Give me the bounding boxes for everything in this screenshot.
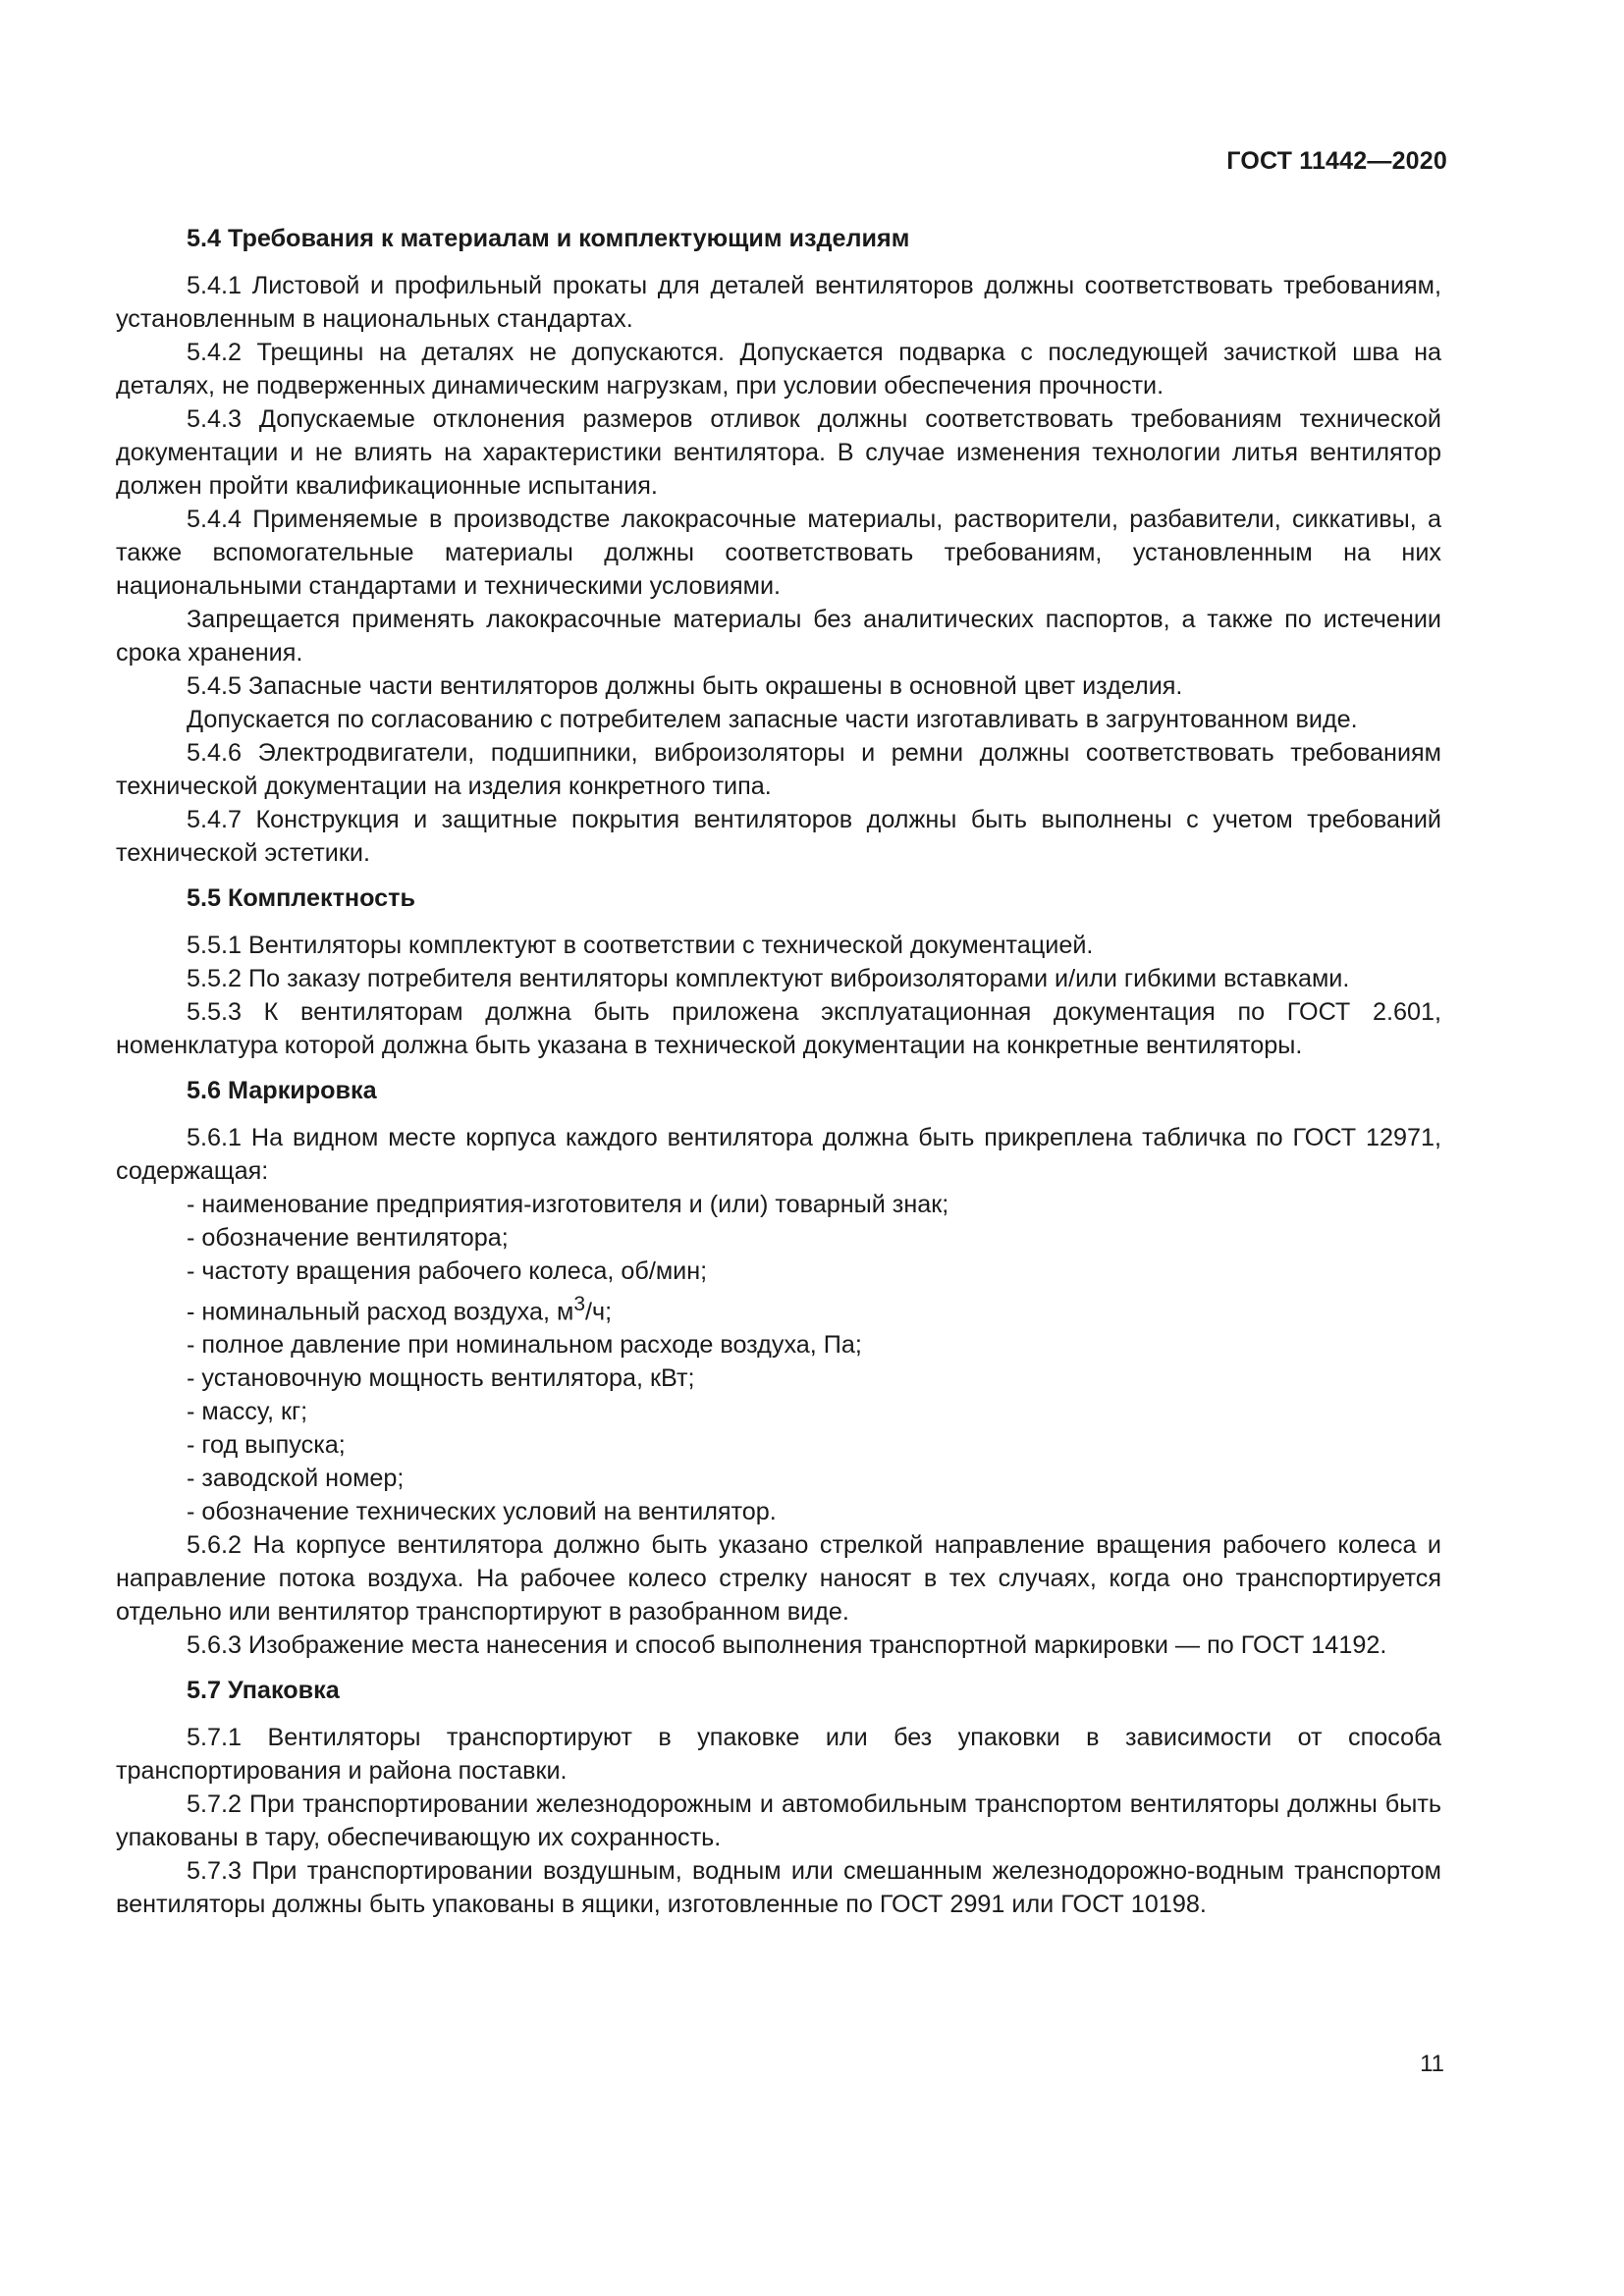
paragraph-5-6-1: 5.6.1 На видном месте корпуса каждого вентилятора должна быть прикреплена табличка по ГОСТ 12971, содержащая:	[116, 1124, 1441, 1185]
list-item: - установочную мощность вентилятора, кВт;	[187, 1364, 695, 1393]
paragraph-5-6-3: 5.6.3 Изображение места нанесения и способ выполнения транспортной маркировки — по ГОСТ 14192.	[187, 1631, 1387, 1660]
list-item: - обозначение вентилятора;	[187, 1224, 509, 1252]
list-item-text-suffix: /ч;	[585, 1298, 613, 1326]
list-item: - массу, кг;	[187, 1398, 308, 1426]
list-item-text: - номинальный расход воздуха, м	[187, 1298, 574, 1326]
page-number: 11	[1420, 2051, 1444, 2077]
paragraph-5-5-2: 5.5.2 По заказу потребителя вентиляторы комплектуют виброизоляторами и/или гибкими вставками.	[187, 965, 1350, 992]
list-item: - обозначение технических условий на вентилятор.	[187, 1498, 777, 1526]
paragraph-5-4-4-note: Запрещается применять лакокрасочные материалы без аналитических паспортов, а также по истечении срока хранения.	[116, 606, 1441, 667]
paragraph-5-4-7: 5.4.7 Конструкция и защитные покрытия вентиляторов должны быть выполнены с учетом требований технической эстетики.	[116, 806, 1441, 867]
paragraph-5-4-6: 5.4.6 Электродвигатели, подшипники, виброизоляторы и ремни должны соответствовать требованиям технической документации на изделия конкретного типа.	[116, 739, 1441, 800]
paragraph-5-4-3: 5.4.3 Допускаемые отклонения размеров отливок должны соответствовать требованиям технической документации и не влиять на характеристики вентилятора. В случае изменения технологии литья вентилятор должен пройти квалификационные испытания.	[116, 405, 1441, 500]
list-item: - полное давление при номинальном расходе воздуха, Па;	[187, 1331, 862, 1360]
section-heading-5-5: 5.5 Комплектность	[187, 884, 415, 912]
list-item: - год выпуска;	[187, 1431, 346, 1460]
list-item	[116, 1288, 1441, 1328]
paragraph-5-4-5-note: Допускается по согласованию с потребителем запасные части изготавливать в загрунтованном виде.	[187, 706, 1358, 733]
paragraph-5-7-3: 5.7.3 При транспортировании воздушным, водным или смешанным железнодорожно-водным транспортом вентиляторы должны быть упакованы в ящики, изготовленные по ГОСТ 2991 или ГОСТ 10198.	[116, 1857, 1441, 1919]
paragraph-5-4-2: 5.4.2 Трещины на деталях не допускаются. Допускается подварка с последующей зачисткой шва на деталях, не подверженных динамическим нагрузкам, при условии обеспечения прочности.	[116, 339, 1441, 400]
section-heading-5-7: 5.7 Упаковка	[187, 1677, 340, 1705]
superscript-exponent: 3	[573, 1293, 586, 1315]
list-item: - заводской номер;	[187, 1465, 405, 1493]
page-content	[116, 222, 1441, 1921]
paragraph-5-5-1: 5.5.1 Вентиляторы комплектуют в соответствии с технической документацией.	[187, 932, 1094, 959]
paragraph-5-5-3: 5.5.3 К вентиляторам должна быть приложена эксплуатационная документация по ГОСТ 2.601, номенклатура которой должна быть указана в технической документации на конкретные вентиляторы.	[116, 998, 1441, 1059]
paragraph-5-4-5: 5.4.5 Запасные части вентиляторов должны быть окрашены в основной цвет изделия.	[187, 672, 1183, 700]
document-id: ГОСТ 11442—2020	[1226, 147, 1447, 175]
section-heading-5-6: 5.6 Маркировка	[187, 1077, 377, 1104]
paragraph-5-4-1: 5.4.1 Листовой и профильный прокаты для деталей вентиляторов должны соответствовать требованиям, установленным в национальных стандартах.	[116, 272, 1441, 333]
paragraph-5-7-1: 5.7.1 Вентиляторы транспортируют в упаковке или без упаковки в зависимости от способа транспортирования и района поставки.	[116, 1724, 1441, 1786]
list-item: - частоту вращения рабочего колеса, об/мин;	[187, 1257, 708, 1285]
section-heading-5-4: 5.4 Требования к материалам и комплектующим изделиям	[187, 225, 910, 252]
list-item: - наименование предприятия-изготовителя и (или) товарный знак;	[187, 1191, 949, 1218]
paragraph-5-7-2: 5.7.2 При транспортировании железнодорожным и автомобильным транспортом вентиляторы должны быть упакованы в тару, обеспечивающую их сохранность.	[116, 1790, 1441, 1852]
paragraph-5-6-2: 5.6.2 На корпусе вентилятора должно быть указано стрелкой направление вращения рабочего колеса и направление потока воздуха. На рабочее колесо стрелку наносят в тех случаях, когда оно транспортируется отдельно или вентилятор транспортируют в разобранном виде.	[116, 1531, 1441, 1627]
paragraph-5-4-4: 5.4.4 Применяемые в производстве лакокрасочные материалы, растворители, разбавители, сиккативы, а также вспомогательные материалы должны соответствовать требованиям, установленным на них национальными стандартами и техническими условиями.	[116, 506, 1441, 600]
